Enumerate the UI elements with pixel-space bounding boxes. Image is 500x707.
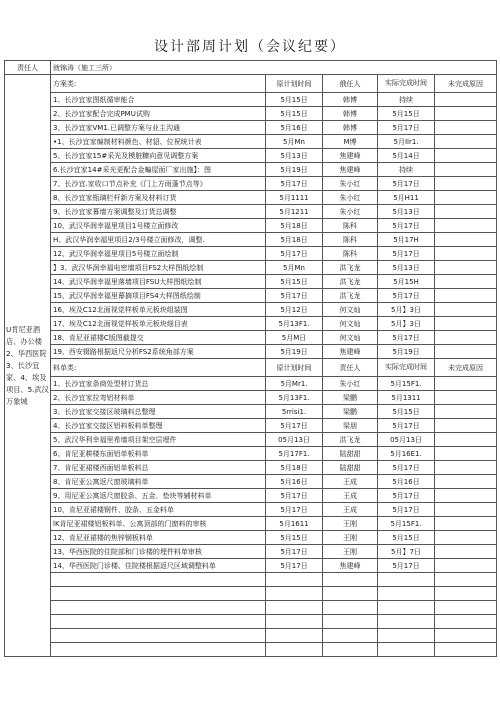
planned-date-cell: 5月1211 xyxy=(266,205,323,219)
actual-date-cell: 5月15F1. xyxy=(378,377,435,391)
empty-cell xyxy=(51,643,266,657)
task-cell: 17、埃及C12北面视觉样板单元板块细目表 xyxy=(51,317,266,331)
actual-date-cell: 5月】3日 xyxy=(378,317,435,331)
owner-cell: 洪飞龙 xyxy=(323,433,378,447)
table-row xyxy=(5,303,497,317)
planned-date-cell: 5月17日 xyxy=(266,289,323,303)
planned-date-cell: 5月13F1. xyxy=(266,391,323,405)
table-row xyxy=(5,205,497,219)
task-cell: 7、肯尼亚裙楼西面铝单板料总 xyxy=(51,461,266,475)
task-cell: 12、武汉华润幸福里项目5号楼立面绘制 xyxy=(51,247,266,261)
empty-cell xyxy=(435,643,497,657)
owner-cell: 韩博 xyxy=(323,107,378,121)
planned-date-cell: 5月12日 xyxy=(266,303,323,317)
planned-date-cell: 5月15日 xyxy=(266,275,323,289)
task-header: 料单类: xyxy=(51,359,266,377)
task-cell: 】3、武汉华润幸福电密墙项目FS2大样图纸绘制 xyxy=(51,261,266,275)
planned-date-header: 原计划时间 xyxy=(266,359,323,377)
owner-cell: 梁鹏 xyxy=(323,405,378,419)
task-cell: lK肯尼亚裙楼铝板料单、公寓顶部的门窗料的审核 xyxy=(51,517,266,531)
owner-cell: 洪飞龙 xyxy=(323,261,378,275)
empty-cell xyxy=(435,615,497,629)
responsible-value: 就锦涛（施工三所） xyxy=(51,61,497,75)
empty-cell xyxy=(51,601,266,615)
reason-cell xyxy=(435,531,497,545)
owner-cell: 焦建峰 xyxy=(323,559,378,573)
task-cell: H、武汉华润幸福里项目2/3号楼立面修改，调整. xyxy=(51,233,266,247)
table-row xyxy=(5,93,497,107)
task-cell: 10、武汉华润幸福里项目1号楼立面修改 xyxy=(51,219,266,233)
reason-cell xyxy=(435,419,497,433)
reason-cell xyxy=(435,317,497,331)
actual-date-cell: 5月Ilr1. xyxy=(378,135,435,149)
task-header: 方案类: xyxy=(51,75,266,93)
planned-date-cell: 5月17F1. xyxy=(266,447,323,461)
owner-cell: 梁鹏 xyxy=(323,391,378,405)
empty-cell xyxy=(323,615,378,629)
owner-cell: 朱小红 xyxy=(323,177,378,191)
planned-date-cell: 5月18日 xyxy=(266,233,323,247)
task-cell: 6、肯尼亚耕楼东面铝单板料单 xyxy=(51,447,266,461)
table-row xyxy=(5,517,497,531)
reason-cell xyxy=(435,489,497,503)
actual-date-header: 实际完成时间 xyxy=(378,359,435,377)
empty-cell xyxy=(266,643,323,657)
owner-cell: 陈科 xyxy=(323,219,378,233)
task-cell: •1、长沙宜家编制材料颜色、材貂、位祝统计表 xyxy=(51,135,266,149)
planned-date-cell: 5月Mr1. xyxy=(266,377,323,391)
reason-cell xyxy=(435,93,497,107)
material-section-header-row xyxy=(5,359,497,377)
empty-cell xyxy=(323,573,378,587)
actual-date-cell: 5月14日 xyxy=(378,149,435,163)
planned-date-cell: 5月17日 xyxy=(266,177,323,191)
planned-date-cell: 5rrisi1. xyxy=(266,405,323,419)
task-cell: 6.长沙宜家14#采光更配合金蝙屋面厂家出施】：图 xyxy=(51,163,266,177)
table-row xyxy=(5,149,497,163)
actual-date-cell: 5月17日 xyxy=(378,219,435,233)
planned-date-cell: 5月19日 xyxy=(266,163,323,177)
owner-cell: 王成 xyxy=(323,503,378,517)
table-row xyxy=(5,163,497,177)
table-row xyxy=(5,461,497,475)
table-row xyxy=(5,345,497,359)
empty-cell xyxy=(266,587,323,601)
planned-date-cell: 5月Mn xyxy=(266,135,323,149)
planned-date-cell: 5月17日 xyxy=(266,419,323,433)
actual-date-cell: 5月17日 xyxy=(378,331,435,345)
owner-cell: 洪飞龙 xyxy=(323,275,378,289)
responsible-label: 责任人 xyxy=(5,61,51,75)
owner-cell: 朱小红 xyxy=(323,377,378,391)
empty-cell xyxy=(51,587,266,601)
task-cell: 9、用尼亚公寓返尺窗胶条、五金、垫块等辅材料单 xyxy=(51,489,266,503)
empty-cell xyxy=(266,615,323,629)
table-row xyxy=(5,503,497,517)
owner-cell: 陈科 xyxy=(323,233,378,247)
reason-cell xyxy=(435,447,497,461)
owner-cell: 洪飞龙 xyxy=(323,289,378,303)
reason-cell xyxy=(435,191,497,205)
table-row xyxy=(5,247,497,261)
owner-cell: 焦建峰 xyxy=(323,163,378,177)
reason-cell xyxy=(435,121,497,135)
task-cell: 14、武汉华润幸福里落墙项目FSU大样图纸绘制 xyxy=(51,275,266,289)
actual-date-cell: 5月15F1. xyxy=(378,517,435,531)
project-list-cell: U肯尼亚酒店、办公楼2、华西医院3、长沙宜家、4、埃及项目、5.武汉万象城 xyxy=(5,75,51,657)
table-row xyxy=(5,121,497,135)
reason-cell xyxy=(435,475,497,489)
actual-date-cell: 5月17日 xyxy=(378,177,435,191)
empty-cell xyxy=(266,573,323,587)
owner-cell: 陆甜甜 xyxy=(323,447,378,461)
reason-cell xyxy=(435,219,497,233)
table-row xyxy=(5,233,497,247)
task-cell: 14、华西医院门诊楼、住院楼根据返尺区域调整料单 xyxy=(51,559,266,573)
actual-date-cell: 5月17日 xyxy=(378,419,435,433)
actual-date-cell: 5月17日 xyxy=(378,121,435,135)
planned-date-cell: 5月17日 xyxy=(266,489,323,503)
task-cell: 2、长沙宜家配合完成PMU试购 xyxy=(51,107,266,121)
reason-cell xyxy=(435,247,497,261)
reason-cell xyxy=(435,149,497,163)
owner-cell: 王刚 xyxy=(323,545,378,559)
table-row xyxy=(5,545,497,559)
table-row xyxy=(5,177,497,191)
actual-date-cell: 持续 xyxy=(378,93,435,107)
actual-date-cell: 5月17日 xyxy=(378,461,435,475)
task-cell: 4、长沙宜家交接区铝料板料单整理 xyxy=(51,419,266,433)
empty-row xyxy=(5,587,497,601)
actual-date-cell: 5月H11 xyxy=(378,191,435,205)
empty-cell xyxy=(435,629,497,643)
planned-date-header: 原计划时间 xyxy=(266,75,323,93)
planned-date-cell: 5月13日 xyxy=(266,149,323,163)
owner-cell: 陈科 xyxy=(323,247,378,261)
actual-date-cell: 5月17日 xyxy=(378,559,435,573)
empty-cell xyxy=(51,573,266,587)
owner-cell: 朱小红 xyxy=(323,205,378,219)
reason-cell xyxy=(435,559,497,573)
weekly-plan-table xyxy=(4,60,497,657)
table-row xyxy=(5,475,497,489)
owner-cell: 何文灿 xyxy=(323,303,378,317)
reason-cell xyxy=(435,177,497,191)
planned-date-cell: 5月M日 xyxy=(266,331,323,345)
actual-date-cell: 5月13日 xyxy=(378,261,435,275)
task-cell: 3、长沙宜家VM1.已调整方案与业主沟通 xyxy=(51,121,266,135)
planned-date-cell: 5月17日 xyxy=(266,559,323,573)
task-cell: 13、华西医院的住院部和门诊楼的埋件料单审核 xyxy=(51,545,266,559)
empty-cell xyxy=(266,629,323,643)
reason-header: 未完成原因 xyxy=(435,75,497,93)
planned-date-cell: 5月13F1. xyxy=(266,317,323,331)
empty-cell xyxy=(378,587,435,601)
table-row xyxy=(5,405,497,419)
owner-cell: 韩博 xyxy=(323,121,378,135)
task-cell: 5、武汉华利幸福里希墙项目架空层埋件 xyxy=(51,433,266,447)
task-cell: 5、长沙宜家15#采光及模脏糠向意见调整方案 xyxy=(51,149,266,163)
reason-cell xyxy=(435,405,497,419)
planned-date-cell: 5月18日 xyxy=(266,461,323,475)
reason-header: 未完成原因 xyxy=(435,359,497,377)
empty-row xyxy=(5,615,497,629)
task-cell: 15、武汉华润幸福里幕摘项目FS4大样图纸绘制 xyxy=(51,289,266,303)
empty-cell xyxy=(378,643,435,657)
empty-row xyxy=(5,601,497,615)
planned-date-cell: 5月15日 xyxy=(266,531,323,545)
owner-cell: 陆甜甜 xyxy=(323,461,378,475)
actual-date-cell: 5月】3日 xyxy=(378,303,435,317)
task-cell: 16、埃及C12北面视觉样板单元板块组装图 xyxy=(51,303,266,317)
owner-cell: 王成 xyxy=(323,475,378,489)
empty-cell xyxy=(266,601,323,615)
planned-date-cell: 5月15日 xyxy=(266,93,323,107)
empty-cell xyxy=(51,615,266,629)
task-cell: 1、长沙宜家条商处型材订货总 xyxy=(51,377,266,391)
owner-cell: 韩博 xyxy=(323,93,378,107)
reason-cell xyxy=(435,503,497,517)
planned-date-cell: 5月17日 xyxy=(266,247,323,261)
page-title: 设计部周计划（会议纪要） xyxy=(154,39,346,55)
owner-cell: 焦建峰 xyxy=(323,149,378,163)
reason-cell xyxy=(435,233,497,247)
task-cell: 8、长沙宜家瓶璃栏杆新方案及材料订货 xyxy=(51,191,266,205)
empty-cell xyxy=(323,587,378,601)
empty-row xyxy=(5,629,497,643)
table-row xyxy=(5,289,497,303)
planned-date-cell: 5月19日 xyxy=(266,345,323,359)
planned-date-cell: 5月15日 xyxy=(266,107,323,121)
actual-date-cell: 5月19日 xyxy=(378,345,435,359)
actual-date-cell: 5月17日 xyxy=(378,289,435,303)
reason-cell xyxy=(435,461,497,475)
table-row xyxy=(5,377,497,391)
table-row xyxy=(5,275,497,289)
table-row xyxy=(5,391,497,405)
table-row xyxy=(5,331,497,345)
empty-cell xyxy=(323,643,378,657)
owner-cell: 王刚 xyxy=(323,517,378,531)
actual-date-cell: 持续 xyxy=(378,163,435,177)
planned-date-cell: 5月16日 xyxy=(266,475,323,489)
owner-cell: 朱小红 xyxy=(323,191,378,205)
table-row xyxy=(5,135,497,149)
reason-cell xyxy=(435,345,497,359)
table-row xyxy=(5,433,497,447)
reason-cell xyxy=(435,107,497,121)
planned-date-cell: 5月16日 xyxy=(266,121,323,135)
task-cell: 1、长沙宜家图纸循审能合 xyxy=(51,93,266,107)
empty-cell xyxy=(323,629,378,643)
empty-cell xyxy=(435,601,497,615)
responsible-person-row xyxy=(5,61,497,75)
task-cell: 2、长沙宜家拉弯铝材料单 xyxy=(51,391,266,405)
actual-date-cell: 5月15日 xyxy=(378,531,435,545)
task-cell: 12、肯尼亚裙楼的焦锌钢板料单 xyxy=(51,531,266,545)
table-row xyxy=(5,489,497,503)
table-row xyxy=(5,447,497,461)
planned-date-cell: 5月17日 xyxy=(266,545,323,559)
actual-date-cell: 5月17H xyxy=(378,233,435,247)
owner-cell: 梁朋 xyxy=(323,419,378,433)
empty-cell xyxy=(51,629,266,643)
planned-date-cell: 5月1111 xyxy=(266,191,323,205)
actual-date-cell: 05月13日 xyxy=(378,433,435,447)
reason-cell xyxy=(435,545,497,559)
actual-date-cell: 5月16日 xyxy=(378,475,435,489)
actual-date-header: 实际完成时间 xyxy=(378,75,435,93)
reason-cell xyxy=(435,289,497,303)
actual-date-cell: 5月16E1. xyxy=(378,447,435,461)
empty-cell xyxy=(435,587,497,601)
owner-cell: 王成 xyxy=(323,489,378,503)
empty-cell xyxy=(435,573,497,587)
reason-cell xyxy=(435,331,497,345)
actual-date-cell: 5月15日 xyxy=(378,405,435,419)
plan-section-header-row xyxy=(5,75,497,93)
actual-date-cell: 5月15日 xyxy=(378,107,435,121)
actual-date-cell: 5月1311 xyxy=(378,391,435,405)
planned-date-cell: 05月13日 xyxy=(266,433,323,447)
table-row xyxy=(5,531,497,545)
empty-cell xyxy=(378,573,435,587)
table-row xyxy=(5,191,497,205)
table-row xyxy=(5,419,497,433)
reason-cell xyxy=(435,517,497,531)
owner-cell: M博 xyxy=(323,135,378,149)
owner-cell: 王刚 xyxy=(323,531,378,545)
owner-cell: 何文灿 xyxy=(323,317,378,331)
reason-cell xyxy=(435,377,497,391)
reason-cell xyxy=(435,433,497,447)
reason-cell xyxy=(435,163,497,177)
empty-cell xyxy=(323,601,378,615)
actual-date-cell: 5月13日 xyxy=(378,205,435,219)
table-row xyxy=(5,559,497,573)
empty-row xyxy=(5,643,497,657)
empty-cell xyxy=(378,615,435,629)
planned-date-cell: 5月18日 xyxy=(266,219,323,233)
planned-date-cell: 5月1611 xyxy=(266,517,323,531)
owner-cell: 何文灿 xyxy=(323,331,378,345)
reason-cell xyxy=(435,275,497,289)
owner-header: 责任人 xyxy=(323,359,378,377)
reason-cell xyxy=(435,261,497,275)
task-cell: 3、长沙宜家交接区玻璃料总整理 xyxy=(51,405,266,419)
task-cell: 18、肯尼亚裙楼C版图截提交 xyxy=(51,331,266,345)
owner-header: 俄任人 xyxy=(323,75,378,93)
table-row xyxy=(5,219,497,233)
task-cell: 10、肯尼亚裙楼钢件、胶条、五金料单 xyxy=(51,503,266,517)
empty-cell xyxy=(378,629,435,643)
task-cell: 7、长沙宜.家收口节点补充《门上方雨蓬节点等》 xyxy=(51,177,266,191)
table-row xyxy=(5,261,497,275)
empty-cell xyxy=(378,601,435,615)
actual-date-cell: 5月】7日 xyxy=(378,545,435,559)
empty-row xyxy=(5,573,497,587)
table-row xyxy=(5,107,497,121)
task-cell: 9、长沙宜家幕墙方案调整及订货总调整 xyxy=(51,205,266,219)
planned-date-cell: 5月17日 xyxy=(266,503,323,517)
reason-cell xyxy=(435,205,497,219)
table-row xyxy=(5,317,497,331)
reason-cell xyxy=(435,391,497,405)
reason-cell xyxy=(435,303,497,317)
actual-date-cell: 5月17日 xyxy=(378,247,435,261)
task-cell: 8、肯尼亚公寓返尺窗玻璃料单 xyxy=(51,475,266,489)
actual-date-cell: 5月17日 xyxy=(378,503,435,517)
actual-date-cell: 5月15H xyxy=(378,275,435,289)
owner-cell: 焦建峰 xyxy=(323,345,378,359)
reason-cell xyxy=(435,135,497,149)
task-cell: 19、西安辍路根据返尺分析FS2系统角部方案 xyxy=(51,345,266,359)
actual-date-cell: 5月17日 xyxy=(378,489,435,503)
planned-date-cell: 5月Mn xyxy=(266,261,323,275)
